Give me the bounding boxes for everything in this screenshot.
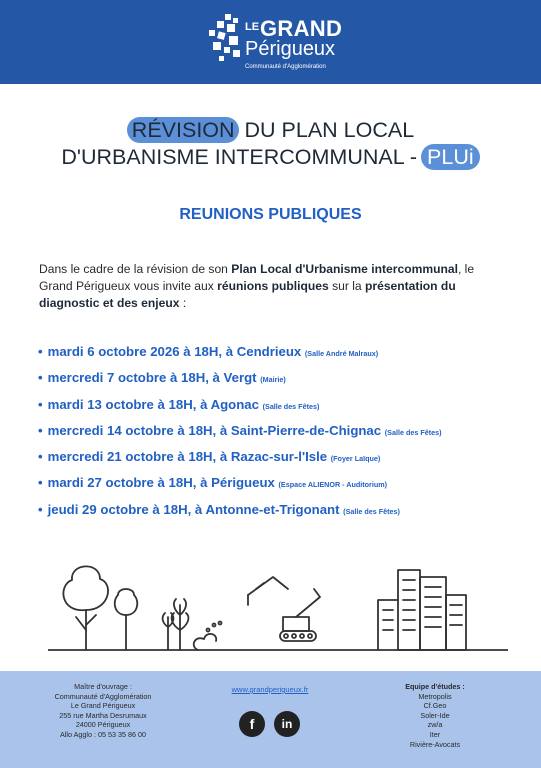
intro-bold-diagnostic: présentation du diagnostic et des enjeux bbox=[39, 279, 456, 310]
bullet-icon: • bbox=[38, 344, 43, 359]
bullet-icon: • bbox=[38, 396, 43, 412]
bullet-icon: • bbox=[38, 370, 43, 386]
title-line-2 bbox=[0, 145, 541, 170]
meeting-item bbox=[38, 475, 528, 501]
bush-icon bbox=[194, 622, 222, 651]
facebook-icon[interactable]: f bbox=[239, 711, 265, 737]
footer-right-line: zw/a bbox=[427, 720, 443, 730]
footer-right-line: Rivière-Avocats bbox=[409, 739, 461, 749]
footer-left-line: Le Grand Périgueux bbox=[70, 701, 136, 711]
meeting-item bbox=[38, 449, 528, 475]
meeting-text: mardi 6 octobre 2026 à 18H, à Cendrieux bbox=[47, 344, 302, 359]
meeting-text: mardi 27 octobre à 18H, à Périgueux bbox=[47, 475, 275, 491]
footer-left-line: Communauté d'Agglomération bbox=[54, 691, 152, 701]
bullet-icon: • bbox=[38, 501, 43, 517]
intro-bold-reunions: réunions publiques bbox=[217, 279, 329, 293]
meeting-item bbox=[38, 502, 528, 528]
tree-icon bbox=[115, 589, 138, 650]
meeting-venue: (Salle des Fêtes) bbox=[384, 427, 442, 437]
plant-icon bbox=[163, 599, 189, 650]
meeting-venue: (Mairie) bbox=[260, 375, 286, 385]
footer-right-line: Metropolis bbox=[418, 691, 452, 701]
intro-text: : bbox=[179, 296, 187, 310]
meeting-item bbox=[38, 397, 528, 423]
section-subtitle: REUNIONS PUBLIQUES bbox=[179, 206, 362, 223]
linkedin-icon[interactable]: in bbox=[274, 711, 300, 737]
logo-perigueux-text: Périgueux bbox=[245, 38, 336, 60]
footer-study-team bbox=[380, 682, 490, 749]
title-plui-pill: PLUi bbox=[421, 144, 480, 170]
tree-icon bbox=[63, 566, 108, 650]
meeting-venue: (Salle des Fêtes) bbox=[262, 401, 320, 411]
meeting-text: mardi 13 octobre à 18H, à Agonac bbox=[47, 396, 259, 412]
footer-left-line: 255 rue Martha Desrumaux bbox=[59, 710, 147, 720]
meeting-item bbox=[38, 423, 528, 449]
title-line-2-text: D'URBANISME INTERCOMMUNAL - bbox=[61, 145, 418, 169]
footer-left-line: Allo Agglo : 05 53 35 86 00 bbox=[60, 729, 146, 739]
footer-left-line: Maître d'ouvrage : bbox=[74, 682, 132, 691]
logo-grand-text: GRAND bbox=[260, 16, 343, 41]
meeting-venue: (Foyer Laïque) bbox=[330, 454, 381, 464]
logo-mosaic-icon bbox=[203, 12, 247, 68]
footer-client-info bbox=[18, 682, 188, 740]
footer-left-line: 24000 Périgueux bbox=[75, 720, 131, 730]
footer-right-line: Soler-Ide bbox=[420, 710, 450, 720]
intro-text: Dans le cadre de la révision de son bbox=[39, 262, 232, 276]
building-icon bbox=[378, 570, 466, 650]
title-line-1 bbox=[0, 118, 541, 143]
footer-right-title: Equipe d'études : bbox=[405, 682, 465, 691]
website-link[interactable]: www.grandperigueux.fr bbox=[231, 685, 309, 694]
footer bbox=[0, 671, 541, 768]
footer-right-line: Cf.Geo bbox=[423, 701, 447, 711]
intro-text: sur la bbox=[328, 279, 365, 293]
meeting-text: mercredi 7 octobre à 18H, à Vergt bbox=[47, 370, 257, 386]
intro-text: , le Grand Périgueux vous invite aux bbox=[39, 262, 475, 293]
meeting-venue: (Salle André Malraux) bbox=[304, 349, 379, 358]
meetings-list bbox=[38, 344, 528, 528]
meeting-venue: (Salle des Fêtes) bbox=[343, 506, 400, 516]
meeting-item bbox=[38, 344, 528, 370]
logo-subtitle: Communauté d'Agglomération bbox=[245, 64, 326, 70]
header-banner bbox=[0, 0, 541, 84]
meeting-text: mercredi 21 octobre à 18H, à Razac-sur-l'Isle bbox=[47, 449, 328, 465]
landscape-illustration bbox=[48, 555, 508, 655]
bullet-icon: • bbox=[38, 422, 43, 438]
intro-bold-plu: Plan Local d'Urbanisme intercommunal bbox=[231, 262, 458, 276]
bullet-icon: • bbox=[38, 449, 43, 465]
meeting-text: mercredi 14 octobre à 18H, à Saint-Pierre-de-Chignac bbox=[47, 422, 382, 438]
meeting-venue: (Espace ALIENOR - Auditorium) bbox=[278, 480, 387, 490]
title-revision-pill: RÉVISION bbox=[127, 117, 239, 143]
meeting-item bbox=[38, 370, 528, 396]
meeting-text: jeudi 29 octobre à 18H, à Antonne-et-Trigonant bbox=[47, 501, 340, 517]
title-line-1-rest: DU PLAN LOCAL bbox=[238, 118, 415, 142]
grand-perigueux-logo[interactable] bbox=[203, 12, 353, 74]
crane-icon bbox=[248, 577, 320, 641]
logo-le-text: LE bbox=[245, 21, 260, 33]
bullet-icon: • bbox=[38, 475, 43, 491]
footer-right-line: Iter bbox=[429, 729, 441, 739]
intro-paragraph bbox=[39, 261, 509, 312]
